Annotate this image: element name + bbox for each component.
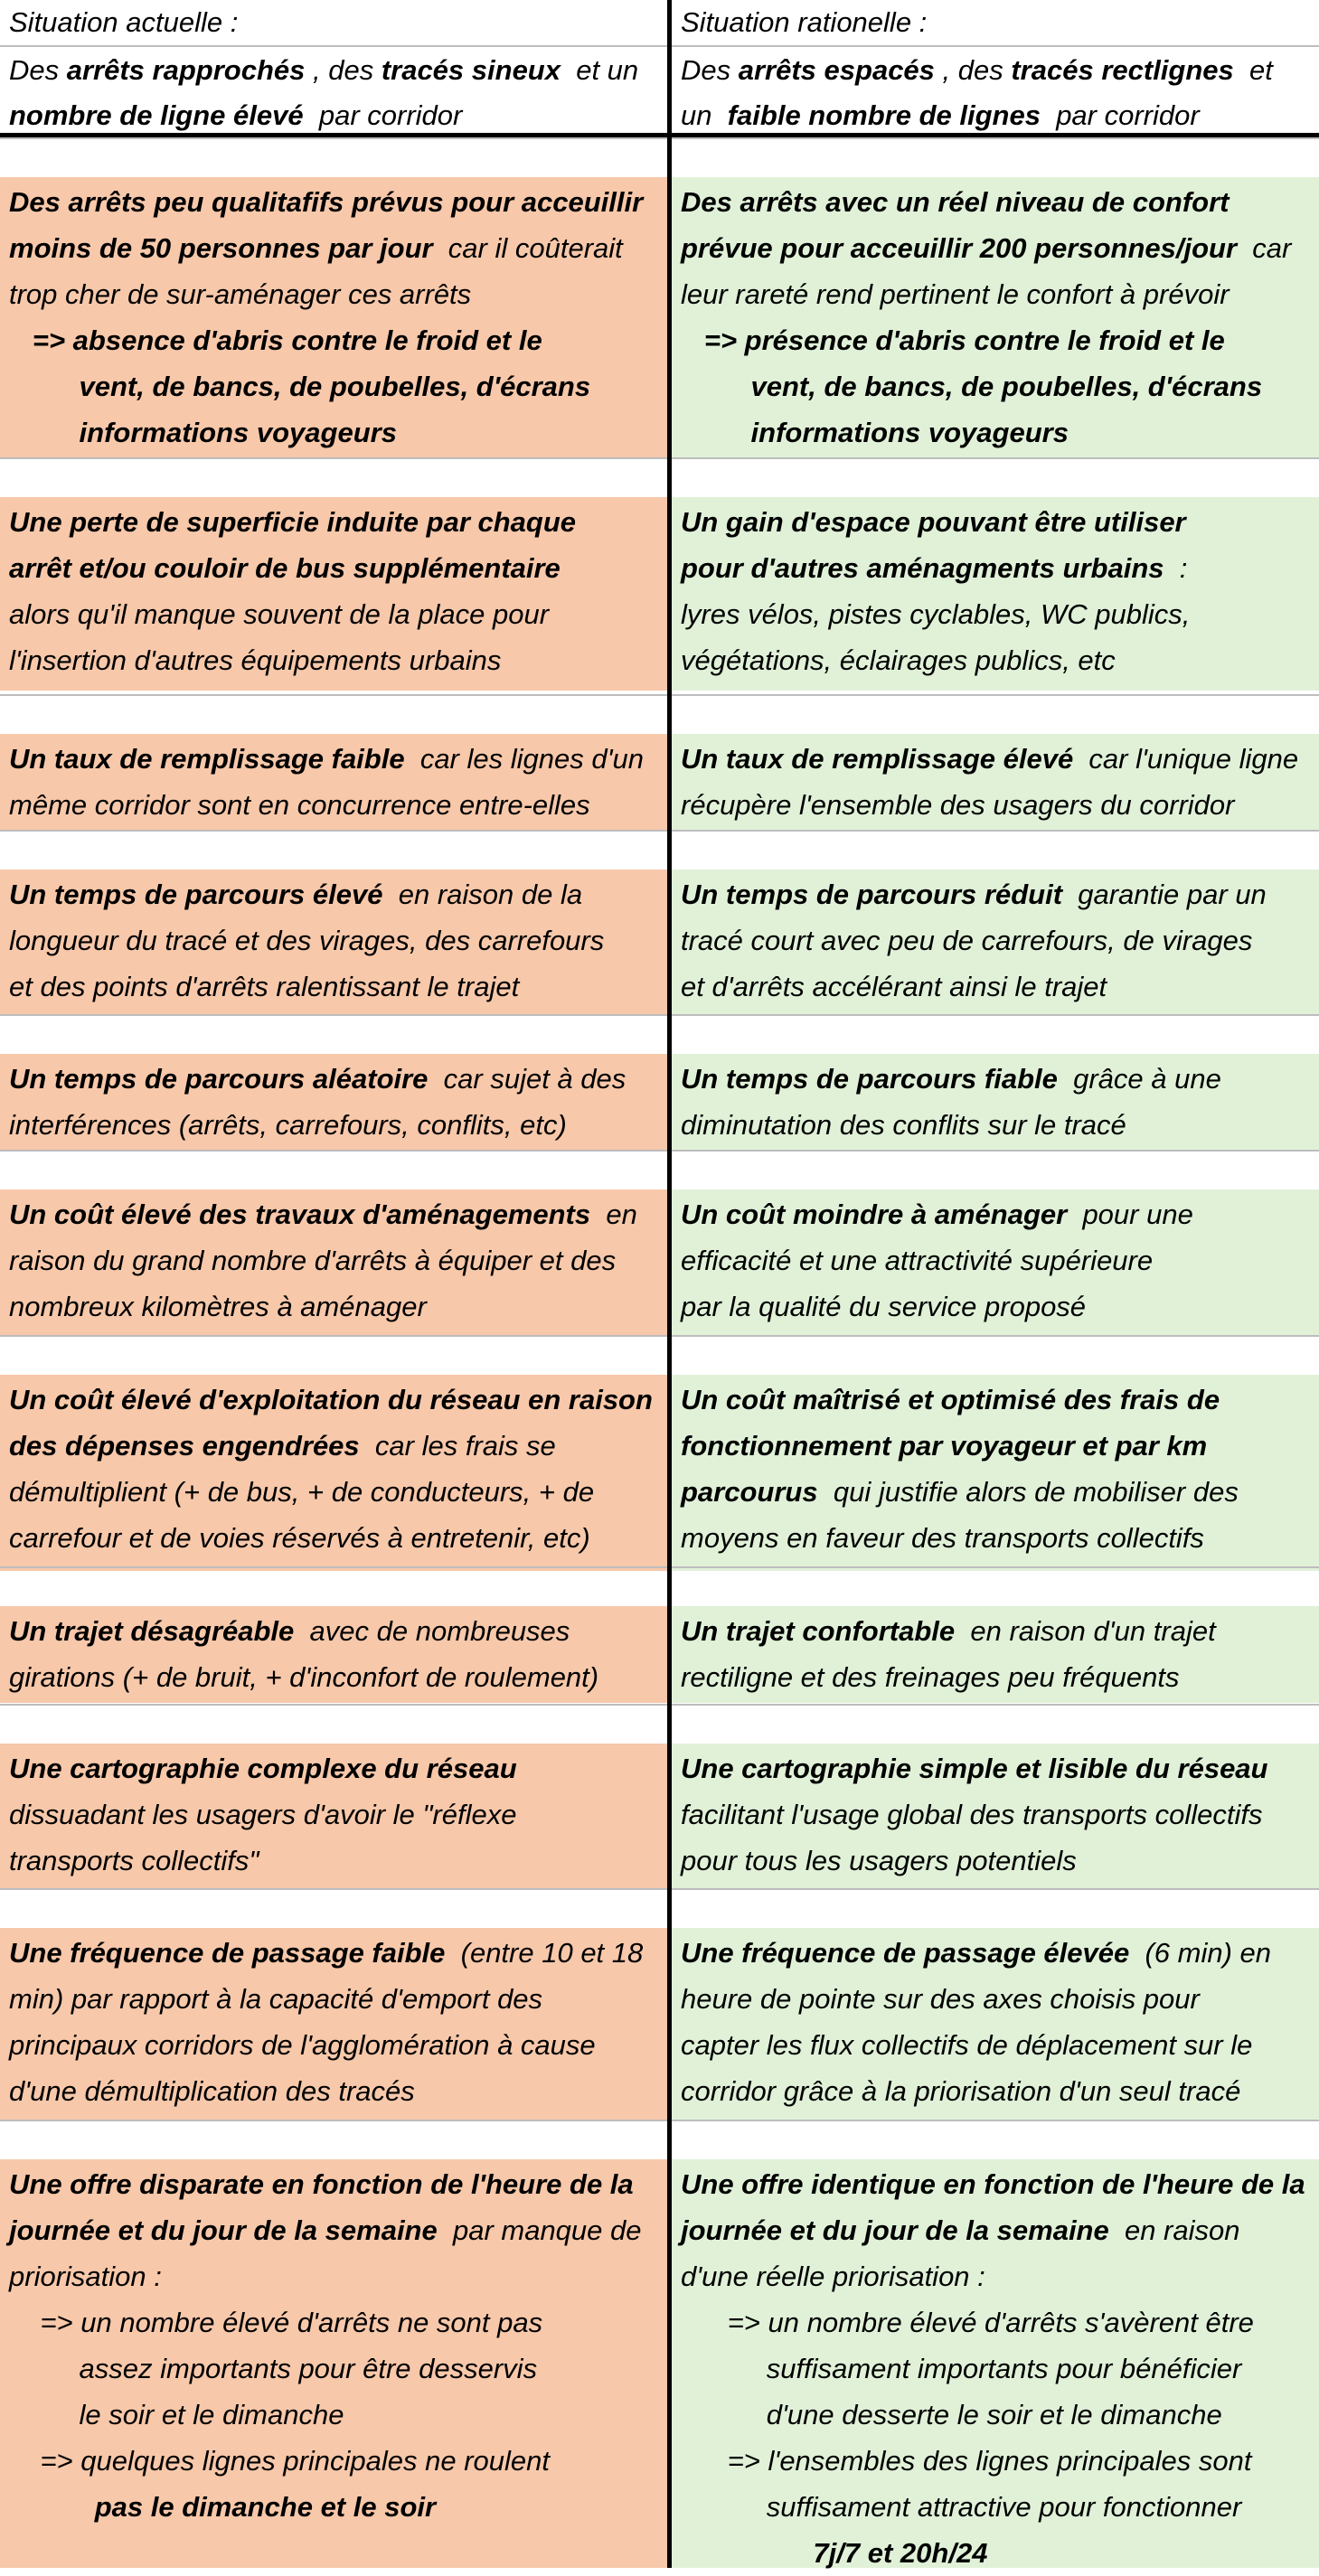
text-line [681, 591, 1314, 637]
text-phrase: pour une [1067, 1199, 1193, 1230]
text-line [681, 1191, 1314, 1237]
text-line [681, 545, 1314, 591]
bold-phrase: Un coût élevé des travaux d'aménagements [9, 1199, 591, 1230]
row-separator [0, 1566, 1319, 1568]
right-title-text: Situation rationelle : [681, 6, 928, 38]
text-phrase: pour tous les usagers potentiels [681, 1845, 1077, 1876]
text-line [9, 1102, 662, 1148]
row-separator [0, 1150, 1319, 1152]
text-line [681, 363, 1314, 409]
text-line [9, 2299, 662, 2346]
bold-phrase: Une offre identique en fonction de l'heure de la [681, 2168, 1305, 2200]
text-phrase: transports collectifs" [9, 1845, 259, 1876]
text-line [9, 917, 662, 964]
text-phrase: trop cher de sur-aménager ces arrêts [9, 278, 472, 310]
text-phrase: en raison [1108, 2214, 1240, 2246]
text-phrase: car il coûterait [432, 232, 623, 264]
text-line [681, 1838, 1314, 1884]
text-line [9, 2484, 662, 2530]
text-line [681, 225, 1314, 271]
text-phrase: efficacité et une attractivité supérieure [681, 1245, 1154, 1276]
text-line [681, 1515, 1314, 1561]
text-line [9, 2068, 662, 2114]
text-line [681, 271, 1314, 317]
text-line [9, 48, 662, 93]
text-phrase: , des [934, 54, 1012, 86]
header-right-subtitle [672, 48, 1319, 134]
row-separator [0, 457, 1319, 459]
text-line [9, 2253, 662, 2299]
text-phrase: et [1233, 54, 1273, 86]
text-phrase: par corridor [303, 99, 463, 131]
text-line [681, 2253, 1314, 2299]
text-line [9, 179, 662, 225]
current-situation-cell [0, 1606, 667, 1703]
text-line [9, 1838, 662, 1884]
text-line [9, 2161, 662, 2207]
current-situation-cell [0, 1928, 667, 2120]
text-phrase: en [590, 1199, 637, 1230]
current-situation-cell [0, 177, 667, 457]
rational-situation-cell [672, 1189, 1319, 1335]
text-line [681, 1237, 1314, 1283]
text-phrase: et d'arrêts accélérant ainsi le trajet [681, 971, 1107, 1002]
bold-phrase: Un coût élevé d'exploitation du réseau en raison [9, 1384, 653, 1415]
text-line [9, 2207, 662, 2253]
text-phrase: le soir et le dimanche [9, 2399, 344, 2430]
text-line [681, 917, 1314, 964]
row-separator [0, 1335, 1319, 1337]
text-line [9, 2438, 662, 2484]
bold-phrase: des dépenses engendrées [9, 1430, 360, 1462]
text-line [9, 409, 662, 456]
text-phrase: Des [681, 54, 739, 86]
text-line [9, 964, 662, 1010]
text-line [9, 271, 662, 317]
text-line [681, 1102, 1314, 1148]
bold-phrase: Un trajet désagréable [9, 1615, 295, 1647]
text-line [9, 1791, 662, 1838]
text-line [9, 1976, 662, 2022]
text-line [9, 2346, 662, 2392]
text-line [9, 1515, 662, 1561]
text-line [681, 736, 1314, 782]
text-line [681, 2530, 1314, 2576]
current-situation-cell [0, 497, 667, 691]
text-line [681, 2299, 1314, 2346]
rational-situation-cell [672, 2159, 1319, 2568]
text-line [681, 637, 1314, 683]
text-phrase: moyens en faveur des transports collectifs [681, 1522, 1204, 1554]
bold-phrase: Des arrêts avec un réel niveau de confort [681, 186, 1229, 218]
bold-phrase: nombre de ligne élevé [9, 99, 304, 131]
text-phrase: raison du grand nombre d'arrêts à équiper et des [9, 1245, 617, 1276]
text-line [681, 1791, 1314, 1838]
bold-phrase: Une perte de superficie induite par chaque [9, 506, 577, 538]
bold-phrase: parcourus [681, 1476, 818, 1508]
bold-phrase: Une offre disparate en fonction de l'heure de la [9, 2168, 634, 2200]
bold-phrase: Un gain d'espace pouvant être utiliser [681, 506, 1186, 538]
text-phrase: capter les flux collectifs de déplacement sur le [681, 2029, 1253, 2061]
text-line [681, 1056, 1314, 1102]
current-situation-cell [0, 2159, 667, 2568]
text-phrase: corridor grâce à la priorisation d'un seul tracé [681, 2075, 1241, 2107]
text-line [681, 93, 1314, 138]
text-line [9, 591, 662, 637]
text-phrase: heure de pointe sur des axes choisis pour [681, 1983, 1200, 2015]
text-line [681, 317, 1314, 363]
bold-phrase: arrêts espacés [738, 54, 935, 86]
header-left-subtitle [0, 48, 667, 134]
bold-phrase: => présence d'abris contre le froid et le [681, 324, 1225, 356]
bold-phrase: Un coût moindre à aménager [681, 1199, 1068, 1230]
text-phrase: car l'unique ligne [1073, 743, 1299, 775]
rational-situation-cell [672, 1928, 1319, 2120]
text-phrase: longueur du tracé et des virages, des carrefours [9, 925, 605, 956]
text-line [9, 1423, 662, 1469]
text-line [681, 2161, 1314, 2207]
text-phrase: qui justifie alors de mobiliser des [817, 1476, 1239, 1508]
bold-phrase: Une fréquence de passage faible [9, 1937, 446, 1969]
current-situation-cell [0, 1744, 667, 1890]
text-phrase: par la qualité du service proposé [681, 1291, 1087, 1322]
bold-phrase: Un temps de parcours élevé [9, 879, 383, 910]
text-phrase: garantie par un [1062, 879, 1267, 910]
bold-phrase: => absence d'abris contre le froid et le [9, 324, 542, 356]
bold-phrase: informations voyageurs [9, 417, 397, 448]
text-phrase: par manque de [437, 2214, 642, 2246]
text-line [9, 499, 662, 545]
text-phrase: principaux corridors de l'agglomération à cause [9, 2029, 596, 2061]
bold-phrase: prévue pour acceuillir 200 personnes/jour [681, 232, 1238, 264]
text-phrase: => quelques lignes principales ne roulent [9, 2445, 551, 2477]
text-phrase: et un [560, 54, 639, 86]
bold-phrase: Un trajet confortable [681, 1615, 956, 1647]
bold-phrase: fonctionnement par voyageur et par km [681, 1430, 1208, 1462]
text-line [681, 2484, 1314, 2530]
text-phrase: car les frais se [359, 1430, 556, 1462]
text-line [681, 1283, 1314, 1330]
text-phrase: en raison d'un trajet [955, 1615, 1216, 1647]
text-line [681, 1469, 1314, 1515]
text-phrase: dissuadant les usagers d'avoir le "réflexe [9, 1799, 517, 1830]
text-line [9, 1654, 662, 1700]
text-line [9, 545, 662, 591]
text-line [9, 1377, 662, 1423]
text-phrase: par corridor [1040, 99, 1200, 131]
text-line [9, 2392, 662, 2438]
bold-phrase: pas le dimanche et le soir [9, 2491, 437, 2523]
left-title-text: Situation actuelle : [9, 6, 239, 38]
text-line [9, 736, 662, 782]
text-line [681, 2392, 1314, 2438]
rational-situation-cell [672, 870, 1319, 1016]
text-line [681, 1976, 1314, 2022]
bold-phrase: journée et du jour de la semaine [9, 2214, 438, 2246]
text-line [681, 409, 1314, 456]
rational-situation-cell [672, 734, 1319, 832]
text-phrase: assez importants pour être desservis [9, 2353, 538, 2384]
bold-phrase: vent, de bancs, de poubelles, d'écrans [9, 371, 591, 402]
text-line [9, 1930, 662, 1976]
current-situation-cell [0, 1375, 667, 1571]
rational-situation-cell [672, 1606, 1319, 1703]
rational-situation-cell [672, 1744, 1319, 1890]
text-line [681, 1377, 1314, 1423]
text-phrase: avec de nombreuses [294, 1615, 570, 1647]
text-phrase: carrefour et de voies réservés à entretenir, etc) [9, 1522, 590, 1554]
bold-phrase: journée et du jour de la semaine [681, 2214, 1109, 2246]
bold-phrase: Un temps de parcours aléatoire [9, 1063, 429, 1095]
row-separator [0, 1888, 1319, 1890]
text-phrase: tracé court avec peu de carrefours, de virages [681, 925, 1253, 956]
text-phrase: diminutation des conflits sur le tracé [681, 1109, 1126, 1141]
row-separator [0, 1014, 1319, 1016]
bold-phrase: arrêts rapprochés [66, 54, 306, 86]
text-phrase: et des points d'arrêts ralentissant le trajet [9, 971, 520, 1002]
current-situation-cell [0, 870, 667, 1016]
text-line [9, 1191, 662, 1237]
text-phrase: alors qu'il manque souvent de la place pour [9, 598, 550, 630]
text-phrase: lyres vélos, pistes cyclables, WC publics, [681, 598, 1191, 630]
text-phrase: => un nombre élevé d'arrêts ne sont pas [9, 2307, 543, 2338]
text-phrase: végétations, éclairages publics, etc [681, 644, 1116, 676]
text-line [681, 964, 1314, 1010]
bold-phrase: vent, de bancs, de poubelles, d'écrans [681, 371, 1263, 402]
bold-phrase: tracés rectlignes [1011, 54, 1234, 86]
text-line [9, 1056, 662, 1102]
text-line [9, 317, 662, 363]
row-separator [0, 2120, 1319, 2121]
bold-phrase: Une cartographie complexe du réseau [9, 1753, 517, 1784]
row-separator [0, 694, 1319, 696]
row-separator [0, 830, 1319, 832]
text-line [9, 637, 662, 683]
bold-phrase: Une fréquence de passage élevée [681, 1937, 1130, 1969]
rational-situation-cell [672, 177, 1319, 457]
bold-phrase: 7j/7 et 20h/24 [681, 2537, 988, 2569]
bold-phrase: Un temps de parcours réduit [681, 879, 1063, 910]
text-line [681, 1608, 1314, 1654]
text-phrase: d'une desserte le soir et le dimanche [681, 2399, 1222, 2430]
text-phrase: : [1164, 552, 1188, 584]
text-line [9, 782, 662, 828]
text-phrase: (entre 10 et 18 [445, 1937, 644, 1969]
text-phrase: l'insertion d'autres équipements urbains [9, 644, 502, 676]
text-line [9, 1283, 662, 1330]
text-phrase: un [681, 99, 728, 131]
text-line [681, 2022, 1314, 2068]
text-line [9, 871, 662, 917]
row-separator [0, 1704, 1319, 1706]
text-phrase: rectiligne et des freinages peu fréquents [681, 1661, 1180, 1693]
text-phrase: démultiplient (+ de bus, + de conducteurs, + de [9, 1476, 595, 1508]
text-line [9, 1237, 662, 1283]
text-phrase: => un nombre élevé d'arrêts s'avèrent être [681, 2307, 1254, 2338]
text-phrase: nombreux kilomètres à aménager [9, 1291, 427, 1322]
text-phrase: leur rareté rend pertinent le confort à prévoir [681, 278, 1229, 310]
text-phrase: => l'ensembles des lignes principales sont [681, 2445, 1252, 2477]
rational-situation-cell [672, 497, 1319, 691]
text-line [681, 2346, 1314, 2392]
text-phrase: grâce à une [1057, 1063, 1221, 1095]
text-line [9, 1745, 662, 1791]
text-phrase: récupère l'ensemble des usagers du corridor [681, 789, 1235, 821]
text-phrase: facilitant l'usage global des transports collectifs [681, 1799, 1263, 1830]
column-divider [667, 0, 672, 2568]
text-phrase: suffisament importants pour bénéficier [681, 2353, 1242, 2384]
bold-phrase: Une cartographie simple et lisible du réseau [681, 1753, 1268, 1784]
text-phrase: , des [305, 54, 382, 86]
text-line [9, 363, 662, 409]
bold-phrase: pour d'autres aménagments urbains [681, 552, 1164, 584]
text-line [9, 1469, 662, 1515]
text-phrase: même corridor sont en concurrence entre-elles [9, 789, 590, 821]
text-phrase: girations (+ de bruit, + d'inconfort de roulement) [9, 1661, 599, 1693]
text-line [681, 499, 1314, 545]
text-phrase: car [1237, 232, 1292, 264]
text-phrase: d'une démultiplication des tracés [9, 2075, 415, 2107]
text-line [681, 2207, 1314, 2253]
bold-phrase: tracés sineux [381, 54, 561, 86]
text-phrase: en raison de la [382, 879, 583, 910]
bold-phrase: Un taux de remplissage faible [9, 743, 405, 775]
current-situation-cell [0, 1054, 667, 1152]
bold-phrase: Un taux de remplissage élevé [681, 743, 1074, 775]
text-phrase: car sujet à des [428, 1063, 627, 1095]
text-phrase: car les lignes d'un [404, 743, 644, 775]
rational-situation-cell [672, 1375, 1319, 1571]
text-line [9, 93, 662, 138]
header-left-title [0, 0, 667, 45]
text-line [681, 871, 1314, 917]
current-situation-cell [0, 734, 667, 832]
text-line [681, 782, 1314, 828]
text-phrase: min) par rapport à la capacité d'emport des [9, 1983, 543, 2015]
header-right-title [672, 0, 1319, 45]
text-line [681, 1930, 1314, 1976]
bold-phrase: Un temps de parcours fiable [681, 1063, 1058, 1095]
text-line [681, 179, 1314, 225]
text-line [681, 2438, 1314, 2484]
bold-phrase: arrêt et/ou couloir de bus supplémentaire [9, 552, 561, 584]
text-line [9, 225, 662, 271]
text-line [9, 1608, 662, 1654]
text-phrase: priorisation : [9, 2261, 162, 2292]
text-phrase: d'une réelle priorisation : [681, 2261, 985, 2292]
bold-phrase: faible nombre de lignes [727, 99, 1041, 131]
text-line [681, 1654, 1314, 1700]
header-divider [0, 45, 1319, 47]
rational-situation-cell [672, 1054, 1319, 1152]
text-phrase: interférences (arrêts, carrefours, conflits, etc) [9, 1109, 567, 1141]
text-line [681, 2068, 1314, 2114]
text-line [681, 48, 1314, 93]
text-line [681, 1745, 1314, 1791]
bold-phrase: Des arrêts peu qualitafifs prévus pour acceuillir [9, 186, 644, 218]
current-situation-cell [0, 1189, 667, 1335]
text-phrase: Des [9, 54, 67, 86]
text-line [9, 2022, 662, 2068]
bold-phrase: moins de 50 personnes par jour [9, 232, 433, 264]
row-separator [0, 137, 1319, 139]
bold-phrase: Un coût maîtrisé et optimisé des frais de [681, 1384, 1220, 1415]
text-line [681, 1423, 1314, 1469]
text-phrase: (6 min) en [1129, 1937, 1272, 1969]
text-phrase: suffisament attractive pour fonctionner [681, 2491, 1242, 2523]
bold-phrase: informations voyageurs [681, 417, 1069, 448]
